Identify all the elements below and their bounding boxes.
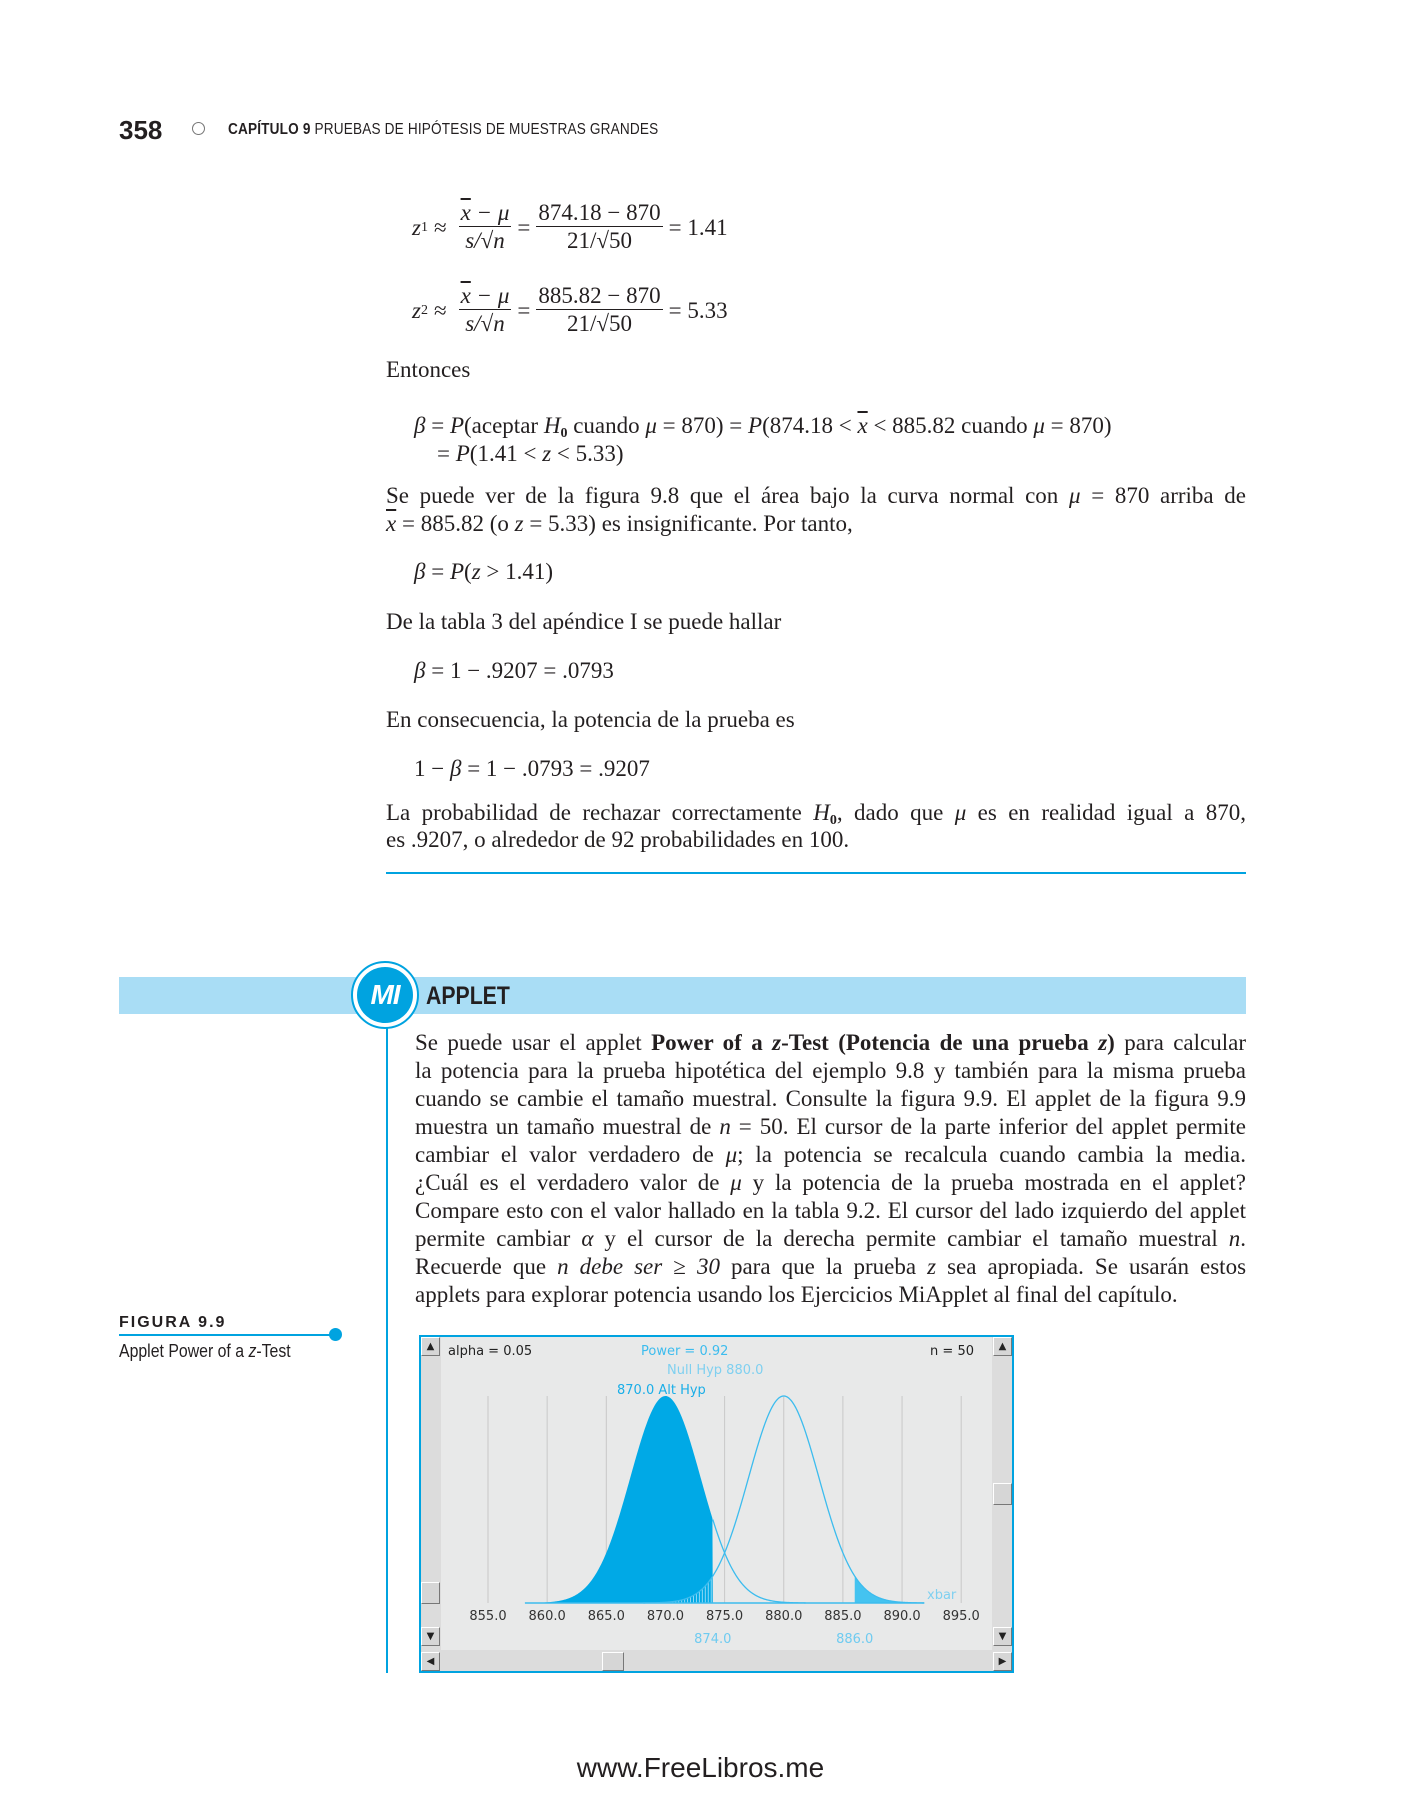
figure-label: FIGURA 9.9 xyxy=(119,1314,227,1331)
section-divider xyxy=(386,872,1246,874)
text-segment: y la potencia de la prueba mostrada en el applet? xyxy=(741,1170,1246,1195)
text-segment: z xyxy=(514,511,524,536)
text-segment: β xyxy=(449,756,462,781)
equation-power xyxy=(414,755,650,783)
applet-paragraph-line xyxy=(415,1141,1246,1169)
text-segment: = 885.82 (o xyxy=(396,511,515,536)
critical-value-label: 886.0 xyxy=(836,1632,874,1647)
applet-section-title: APPLET xyxy=(426,982,510,1010)
caption-text: -Test xyxy=(256,1341,291,1361)
mean-left-arrow-icon[interactable]: ◀ xyxy=(421,1652,440,1671)
alt-hyp-acceptance-area xyxy=(525,1396,713,1603)
badge-text: MI xyxy=(357,967,413,1023)
critical-value-label: 874.0 xyxy=(694,1632,732,1647)
numerator: − μ xyxy=(470,200,510,225)
text-segment: y el cursor de la derecha permite cambiar el tamaño muestral xyxy=(593,1226,1229,1251)
text-segment: ( xyxy=(464,559,472,584)
text-segment: μ xyxy=(730,1170,742,1195)
xbar: $\overline{x}$ xyxy=(460,200,471,225)
approx-sign: ≈ xyxy=(433,214,447,240)
text-segment: α xyxy=(581,1226,594,1251)
text-segment: = xyxy=(425,413,450,438)
text-segment: > 1.41) xyxy=(480,559,554,584)
applet-paragraph-line xyxy=(415,1029,1246,1057)
applet-paragraph-line xyxy=(415,1253,1246,1281)
text-segment: 30 xyxy=(696,1254,720,1279)
text-segment: ¿Cuál es el verdadero valor de xyxy=(415,1170,731,1195)
text-segment: z xyxy=(772,1030,782,1055)
text-segment: $\overline{x}$ xyxy=(386,511,397,536)
subscript: 1 xyxy=(420,219,428,235)
x-tick-label: 870.0 xyxy=(646,1609,685,1624)
n-readout: n = 50 xyxy=(930,1344,974,1359)
denominator: s/√n xyxy=(465,228,505,253)
text-segment: (1.41 < xyxy=(469,441,543,466)
xbar: $\overline{x}$ xyxy=(460,283,471,308)
x-tick-label: 895.0 xyxy=(942,1609,980,1624)
text-segment: es en realidad igual a 870, xyxy=(966,800,1246,825)
text-segment: permite cambiar xyxy=(415,1226,582,1251)
text-segment: n debe ser xyxy=(557,1254,663,1279)
text-segment: -Test (Potencia de una prueba xyxy=(781,1030,1099,1055)
text-segment: ) xyxy=(1107,1030,1115,1055)
text-segment: = 870) = xyxy=(656,413,749,438)
equation-beta-cont xyxy=(437,440,624,468)
fraction xyxy=(459,200,512,255)
mean-right-arrow-icon[interactable]: ▶ xyxy=(993,1652,1012,1671)
text-segment: Power of a xyxy=(651,1030,773,1055)
n-down-arrow-icon[interactable]: ▼ xyxy=(993,1627,1012,1646)
text-segment: La probabilidad de rechazar correctamente xyxy=(386,800,814,825)
text-segment: es .9207, o alrededor de 92 probabilidades en 100. xyxy=(386,827,850,852)
text-entonces xyxy=(386,356,470,384)
paragraph-line xyxy=(386,826,849,854)
text-segment: Se puede ver de la figura 9.8 que el área bajo la curva normal con xyxy=(386,483,1069,508)
text-segment: ≥ xyxy=(662,1254,697,1279)
figure-dot-icon xyxy=(329,1328,342,1341)
applet-paragraph-line xyxy=(415,1225,1246,1253)
applet-banner xyxy=(119,977,1246,1014)
alt-hyp-label: 870.0 Alt Hyp xyxy=(617,1383,706,1398)
equals: = xyxy=(517,297,531,323)
equals: = xyxy=(517,214,531,240)
text-segment: = xyxy=(437,441,456,466)
mean-slider-thumb[interactable] xyxy=(602,1652,624,1671)
power-readout: Power = 0.92 xyxy=(641,1344,729,1359)
text-segment: 0 xyxy=(560,426,568,441)
text-segment: 1 − xyxy=(414,756,450,781)
text-segment: 0 xyxy=(829,813,837,828)
text-segment: = xyxy=(425,559,450,584)
x-tick-label: 875.0 xyxy=(705,1609,744,1624)
applet-paragraph-line xyxy=(415,1085,1246,1113)
approx-sign: ≈ xyxy=(433,297,447,323)
x-axis-label: xbar xyxy=(927,1588,957,1603)
chapter-title: PRUEBAS DE HIPÓTESIS DE MUESTRAS GRANDES xyxy=(314,121,659,138)
x-tick-label: 865.0 xyxy=(587,1609,625,1624)
footer-url: www.FreeLibros.me xyxy=(576,1752,825,1783)
text-segment: = 870) xyxy=(1044,413,1112,438)
applet-paragraph-line xyxy=(415,1197,1246,1225)
text-segment: De la tabla 3 del apéndice I se puede hallar xyxy=(386,609,782,634)
result: = 1.41 xyxy=(668,214,728,240)
equation-z1 xyxy=(412,200,728,255)
power-plot xyxy=(421,1337,1012,1650)
text-segment: Recuerde que xyxy=(415,1254,558,1279)
alpha-down-arrow-icon[interactable]: ▼ xyxy=(421,1627,440,1646)
applet-paragraph-line xyxy=(415,1281,1246,1309)
text-segment: n xyxy=(1228,1226,1241,1251)
x-tick-label: 855.0 xyxy=(469,1609,507,1624)
x-tick-label: 890.0 xyxy=(883,1609,921,1624)
x-tick-label: 885.0 xyxy=(824,1609,862,1624)
text-segment: la potencia para la prueba hipotética del ejemplo 9.8 y también para la misma prueba xyxy=(415,1058,1246,1083)
text-segment: z xyxy=(1098,1030,1108,1055)
fraction-values xyxy=(536,283,662,338)
text-segment: muestra un tamaño muestral de xyxy=(415,1114,720,1139)
n-up-arrow-icon[interactable]: ▲ xyxy=(993,1337,1012,1356)
text-segment: z xyxy=(471,559,481,584)
text-segment: , dado que xyxy=(836,800,955,825)
text-segment: z xyxy=(927,1254,937,1279)
text-segment: P xyxy=(748,413,763,438)
x-tick-label: 860.0 xyxy=(528,1609,566,1624)
text-segment: H xyxy=(813,800,830,825)
figure-caption xyxy=(119,1341,291,1362)
text-segment: < 5.33) xyxy=(551,441,624,466)
text-segment: Se puede usar el applet xyxy=(415,1030,652,1055)
subscript: 2 xyxy=(420,302,428,318)
text-segment: cuando se cambie el tamaño muestral. Consulte la figura 9.9. El applet de la figura 9.9 xyxy=(415,1086,1246,1111)
text-segment: (aceptar xyxy=(464,413,544,438)
equation-beta-value xyxy=(414,657,614,685)
numerator: 874.18 − 870 xyxy=(538,200,661,225)
paragraph-line xyxy=(386,482,1246,510)
applet-paragraph xyxy=(415,1029,1246,1309)
mean-scrollbar[interactable] xyxy=(421,1650,1012,1671)
text-segment: H xyxy=(543,413,561,438)
text-segment: z xyxy=(542,441,552,466)
z-symbol: z xyxy=(412,214,421,240)
paragraph-line xyxy=(386,608,781,636)
text-segment: β xyxy=(414,559,426,584)
x-tick-label: 880.0 xyxy=(765,1609,803,1624)
alpha-up-arrow-icon[interactable]: ▲ xyxy=(421,1337,440,1356)
text-segment: μ xyxy=(725,1142,738,1167)
applet-paragraph-line xyxy=(415,1113,1246,1141)
power-z-test-applet xyxy=(419,1335,1014,1673)
caption-text: Applet Power of a xyxy=(119,1341,249,1361)
text-segment: ; la potencia se recalcula cuando cambia la media. xyxy=(737,1142,1247,1167)
alt-hyp-curve xyxy=(713,1519,806,1603)
result: = 5.33 xyxy=(668,297,728,323)
text-segment: para que la prueba xyxy=(719,1254,928,1279)
alpha-readout: alpha = 0.05 xyxy=(448,1344,533,1359)
denominator: s/√n xyxy=(465,311,505,336)
applet-paragraph-line xyxy=(415,1057,1246,1085)
text-segment: En consecuencia, la potencia de la prueba es xyxy=(386,707,795,732)
text-segment: cuando xyxy=(567,413,646,438)
applet-paragraph-line xyxy=(415,1169,1246,1197)
text-segment: applets para explorar potencia usando los Ejercicios MiApplet al final del capítulo. xyxy=(415,1282,1178,1307)
null-hyp-label: Null Hyp 880.0 xyxy=(667,1363,764,1378)
equation-z2 xyxy=(412,283,728,338)
text-segment: μ xyxy=(645,413,657,438)
text-segment: μ xyxy=(1068,483,1081,508)
text-segment: = 5.33) es insignificante. Por tanto, xyxy=(523,511,853,536)
text-segment: = 50. El cursor de la parte inferior del applet permite xyxy=(730,1114,1246,1139)
text-segment: P xyxy=(449,559,465,584)
text-segment: P xyxy=(449,413,465,438)
equation-beta-tail xyxy=(414,558,553,586)
text-segment: cambiar el valor verdadero de xyxy=(415,1142,726,1167)
text-segment: Entonces xyxy=(386,357,471,382)
caption-var: z xyxy=(248,1341,257,1361)
text-segment: P xyxy=(455,441,470,466)
paragraph-line xyxy=(386,706,795,734)
text-segment: β xyxy=(414,413,426,438)
denominator: 21/√50 xyxy=(566,311,632,336)
text-segment: = 1 − .9207 = .0793 xyxy=(425,658,614,683)
text-segment: Compare esto con el valor hallado en la tabla 9.2. El cursor del lado izquierdo del applet xyxy=(415,1198,1246,1223)
text-segment: μ xyxy=(954,800,967,825)
fraction-values xyxy=(536,200,662,255)
mi-badge-icon xyxy=(351,961,419,1029)
chapter-label: CAPÍTULO 9 xyxy=(228,121,311,138)
text-segment: < 885.82 cuando xyxy=(867,413,1034,438)
circle-bullet-icon xyxy=(192,122,205,135)
paragraph-line xyxy=(386,510,853,538)
section-vertical-rule xyxy=(386,1028,388,1673)
text-segment: . xyxy=(1240,1226,1247,1251)
numerator: 885.82 − 870 xyxy=(538,283,661,308)
figure-rule xyxy=(119,1334,333,1336)
denominator: 21/√50 xyxy=(566,228,632,253)
text-segment: para calcular xyxy=(1114,1030,1246,1055)
text-segment: n xyxy=(719,1114,731,1139)
running-header xyxy=(228,121,658,139)
page-number: 358 xyxy=(119,115,163,145)
text-segment: = 1 − .0793 = .9207 xyxy=(461,756,650,781)
text-segment: $\overline{x}$ xyxy=(857,413,868,438)
text-segment: μ xyxy=(1033,413,1045,438)
text-segment: = 870 arriba de xyxy=(1080,483,1247,508)
z-symbol: z xyxy=(412,297,421,323)
fraction xyxy=(459,283,512,338)
text-segment: sea apropiada. Se usarán estos xyxy=(936,1254,1247,1279)
text-segment: (874.18 < xyxy=(762,413,858,438)
text-segment: β xyxy=(414,658,426,683)
numerator: − μ xyxy=(470,283,510,308)
